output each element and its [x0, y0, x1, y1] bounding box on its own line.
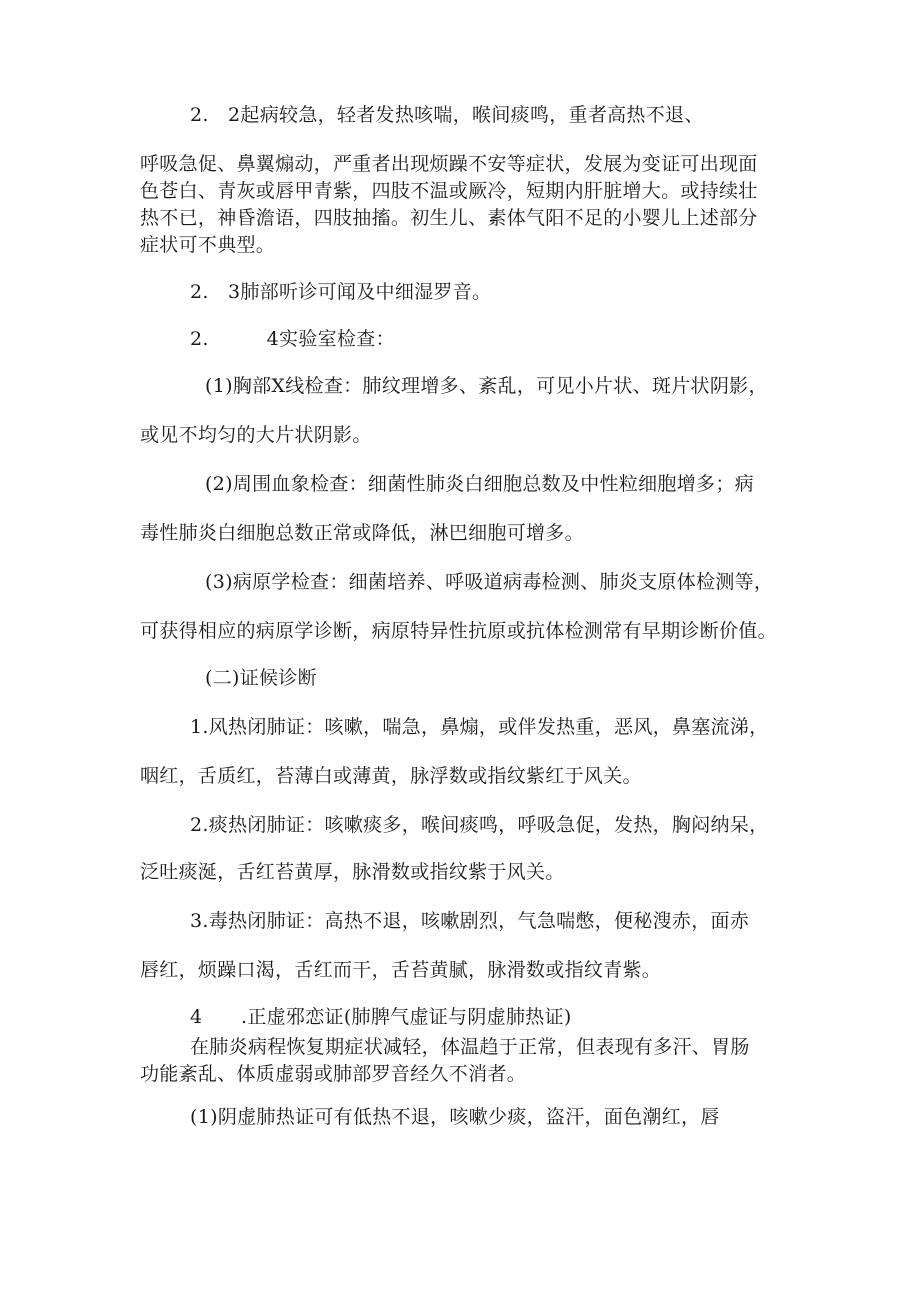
- text-line: (3)病原学检查：细菌培养、呼吸道病毒检测、肺炎支原体检测等，: [205, 571, 774, 593]
- text-line: 唇红，烦躁口渴，舌红而干，舌苔黄腻，脉滑数或指纹青紫。: [140, 959, 662, 981]
- text-line: 2.痰热闭肺证：咳嗽痰多，喉间痰鸣，呼吸急促，发热，胸闷纳呆，: [190, 814, 769, 836]
- text-line: 2. 4实验室检查：: [190, 328, 395, 350]
- text-line: 可获得相应的病原学诊断，病原特异性抗原或抗体检测常有早期诊断价值。: [140, 620, 777, 642]
- text-line: 2. 3肺部听诊可闻及中细湿罗音。: [190, 281, 492, 303]
- text-line: 咽红，舌质红，苔薄白或薄黄，脉浮数或指纹紫红于风关。: [140, 765, 642, 787]
- text-line: 症状可不典型。: [140, 234, 276, 256]
- text-line: 在肺炎病程恢复期症状减轻，体温趋于正常，但表现有多汗、胃肠: [190, 1036, 750, 1058]
- text-line: 呼吸急促、鼻翼煽动，严重者出现烦躁不安等症状，发展为变证可出现面: [140, 153, 758, 175]
- text-line: (1)胸部X线检查：肺纹理增多、紊乱，可见小片状、斑片状阴影，: [205, 375, 768, 397]
- text-line: 2. 2起病较急，轻者发热咳喘，喉间痰鸣，重者高热不退、: [190, 104, 704, 126]
- text-line: (1)阴虚肺热证可有低热不退，咳嗽少痰，盗汗，面色潮红，唇: [190, 1106, 720, 1128]
- text-line: 毒性肺炎白细胞总数正常或降低，淋巴细胞可增多。: [140, 522, 584, 544]
- text-line: 4 .正虚邪恋证(肺脾气虚证与阴虚肺热证): [190, 1006, 572, 1028]
- text-line: 功能紊乱、体质虚弱或肺部罗音经久不消者。: [140, 1063, 527, 1085]
- text-line: 色苍白、青灰或唇甲青紫，四肢不温或厥冷，短期内肝脏增大。或持续壮: [140, 180, 758, 202]
- text-line: 泛吐痰涎，舌红苔黄厚，脉滑数或指纹紫于风关。: [140, 861, 565, 883]
- section-heading: (二)证候诊断: [205, 667, 317, 689]
- text-line: (2)周围血象检查：细菌性肺炎白细胞总数及中性粒细胞增多；病: [205, 473, 754, 495]
- text-line: 或见不均匀的大片状阴影。: [140, 424, 372, 446]
- text-line: 3.毒热闭肺证：高热不退，咳嗽剧烈，气急喘憋，便秘溲赤，面赤: [190, 910, 750, 932]
- text-line: 热不已，神昏澹语，四肢抽搐。初生儿、素体气阳不足的小婴儿上述部分: [140, 207, 758, 229]
- text-line: 1.风热闭肺证：咳嗽，喘急，鼻煽，或伴发热重，恶风，鼻塞流涕，: [190, 716, 769, 738]
